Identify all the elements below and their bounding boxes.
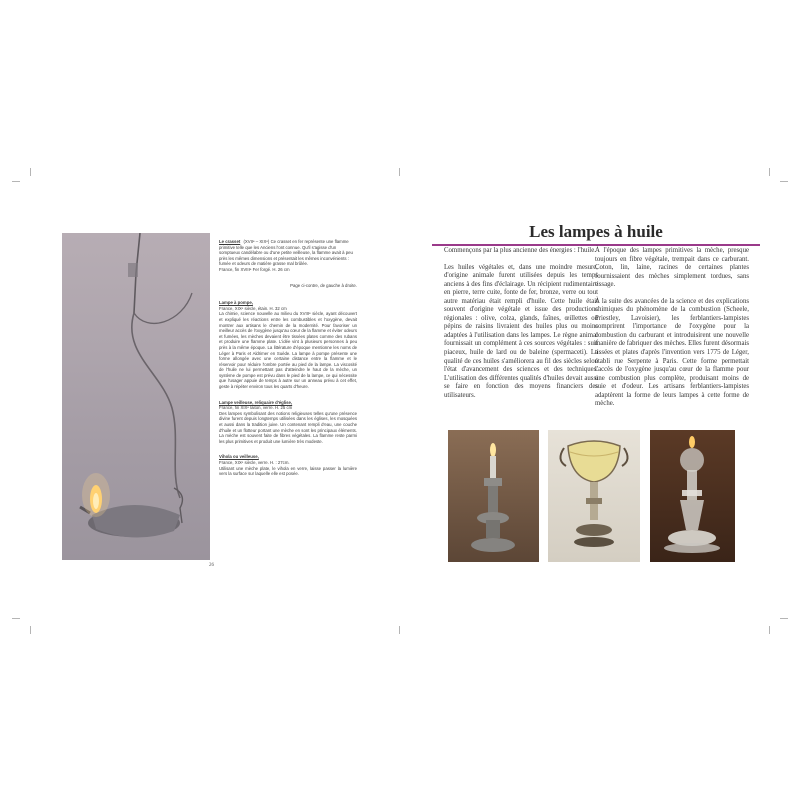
glass-vihola-image [650,430,735,562]
caption-title: Le crasset [219,239,241,244]
lampe-pompe-photo [448,430,539,562]
caption-detail: France, XIXᵉ siècle, étain. H. 32 cm [219,305,287,311]
crop-mark [399,168,400,176]
crop-mark [780,618,788,619]
paragraph: À l'époque des lampes primitives la mèche, presque toujours en fibre végétale, trempait dans ce carburant. Coton, lin, laine, racines de certaines plantes fournissaient des mèches simplement tordues, sans tissage. [595,247,749,289]
caption-title: Lampe veilleuse, reliquaire d'église, [219,399,293,405]
pewter-lamp-image [448,430,539,562]
caption-detail: France, XIXᵉ siècle, verre. H. : 27cm. [219,460,290,465]
caption-detail: France, fin XIXᵉ laiton, verre. H. 25 cm [219,405,293,411]
crasset-lamp-image [62,233,210,560]
paragraph: À la suite des avancées de la science et des explications chimiques du phénomène de la combustion (Scheele, Priestley, Lavoisier), les ferblantiers-lampistes comprirent l'importance de l'oxygène pour la combustion du carburant et introduisirent une nouvelle manière de fabriquer des mèches. Elles furent désormais tissées et plates d'après l'invention vers 1775 de Léger, établi rue Serpente à Paris. Cette forme permettait l'accès de l'oxygène jusqu'au cœur de la flamme pour une combustion plus complète, produisant moins de suie et d'odeur. Les artisans ferblantiers-lampistes adaptèrent la forme de leurs lampes à cette forme de mèche. [595,297,749,408]
crop-mark [399,626,400,634]
veilleuse-photo [548,430,640,562]
caption-title: Lampe à pompe, [219,300,253,306]
caption-text: Ce crasset en fer représente une flamme primitive telle que les Anciens l'ont connue. Qu'il s'agisse d'un somptueux candélabre ou d'une petite veilleuse, la flamme avait à peu près les mêmes dimensions et présentait les mêmes inconvénients : fumée et odeurs de matière grasse mal brûlée. [219,239,353,267]
crop-mark [30,626,31,634]
caption-lampe-veilleuse [219,400,357,445]
crop-mark [769,626,770,634]
photo-note: Page ci-contre, de gauche à droite. [290,282,357,288]
caption-text: Des lampes symbolisant des notions religieuses telles qu'une présence divine furent depuis longtemps utilisées dans les églises, les mosquées et aussi dans la tradition juive. Un contenant rempli d'eau, une couche d'huile et un flotteur portant une mèche en sont les principaux éléments. La mèche est souvent faite de fibres végétales. La flamme reste parmi les plus primitives et produit une lumière très modeste. [219,410,357,444]
crop-mark [780,181,788,182]
text-column-left [444,247,598,400]
brass-reliquary-image [548,430,640,562]
crasset-photo [62,233,210,560]
page-title: Les lampes à huile [529,222,663,241]
vihola-photo [650,430,735,562]
caption-detail: (XVIIᵉ – XIXᵉ) [243,239,270,244]
crop-mark [12,618,20,619]
caption-vihola [219,454,357,476]
page-number: 26 [209,563,214,568]
crop-mark [12,181,20,182]
caption-text: Utilisant une mèche plate, le vihola en verre, laisse passer la lumière vers la surface sur laquelle elle est posée. [219,465,357,477]
title-underline [432,244,760,246]
caption-lampe-pompe [219,300,357,390]
crop-mark [30,168,31,176]
left-page-captions [219,239,357,487]
paragraph: Les huiles végétales et, dans une moindre mesure, d'origine animale furent utilisées depuis les temps anciens à des fins d'éclairage. Un récipient rudimentaire en pierre, terre cuite, fonte de fer, bronze, verre ou tout autre matériau était rempli d'huile. Cette huile était souvent d'origine végétale et issue des productions régionales : olive, colza, glands, faînes, œillettes ou pépins de raisins livraient des huiles plus ou moins adaptées à l'utilisation dans les lampes. Le règne animal fournissait un complément à ces sources végétales : suif piaceux, huile de lard ou de baleine (spermaceti). La qualité de ces huiles s'améliorera au fil des siècles selon l'état d'avancement des sciences et des techniques. L'utilisation des différentes qualités d'huiles devait aussi se faire en fonction des moyens financiers des utilisateurs. [444,263,598,399]
caption-text: La chimie, science nouvelle au milieu du XVIIIᵉ siècle, ayant découvert et expliqué les réactions entre les combustibles et l'oxygène, devait montrer aux artisans le chemin de la modernité. Pour favoriser un meilleur accès de l'oxygène jusqu'au cœur de la flamme et éviter odeurs et fumées, les mèches devaient être tissées plates comme des rubans et produire une flamme plate. L'idée vint à plusieurs personnes à peu près à la même époque. La littérature d'époque mentionne les noms de Léger à Paris et Aldrimer en Suède. La lampe à pompe présente une forme allongée avec une certaine distance entre la flamme et le réservoir pour réduire l'ombre portée au pied de la lampe. La viscosité de l'huile ne lui permettant pas d'atteindre le haut de la mèche, un système de pompe est prévu dans le pied de la lampe, ce qui nécessite que l'usager appuie de temps à autre sur un anneau prévu à cet effet, geste à répéter environ tous les quarts d'heure. [219,311,357,390]
caption-title: Vihola ou veilleuse, [219,454,259,460]
crop-mark [769,168,770,176]
text-column-right [595,247,749,409]
paragraph: Commençons par la plus ancienne des énergies : l'huile. [444,247,596,254]
caption-extra: France, fin XVIIIᵉ Fer forgé. H. 26 cm [219,266,290,272]
caption-crasset [219,239,357,273]
